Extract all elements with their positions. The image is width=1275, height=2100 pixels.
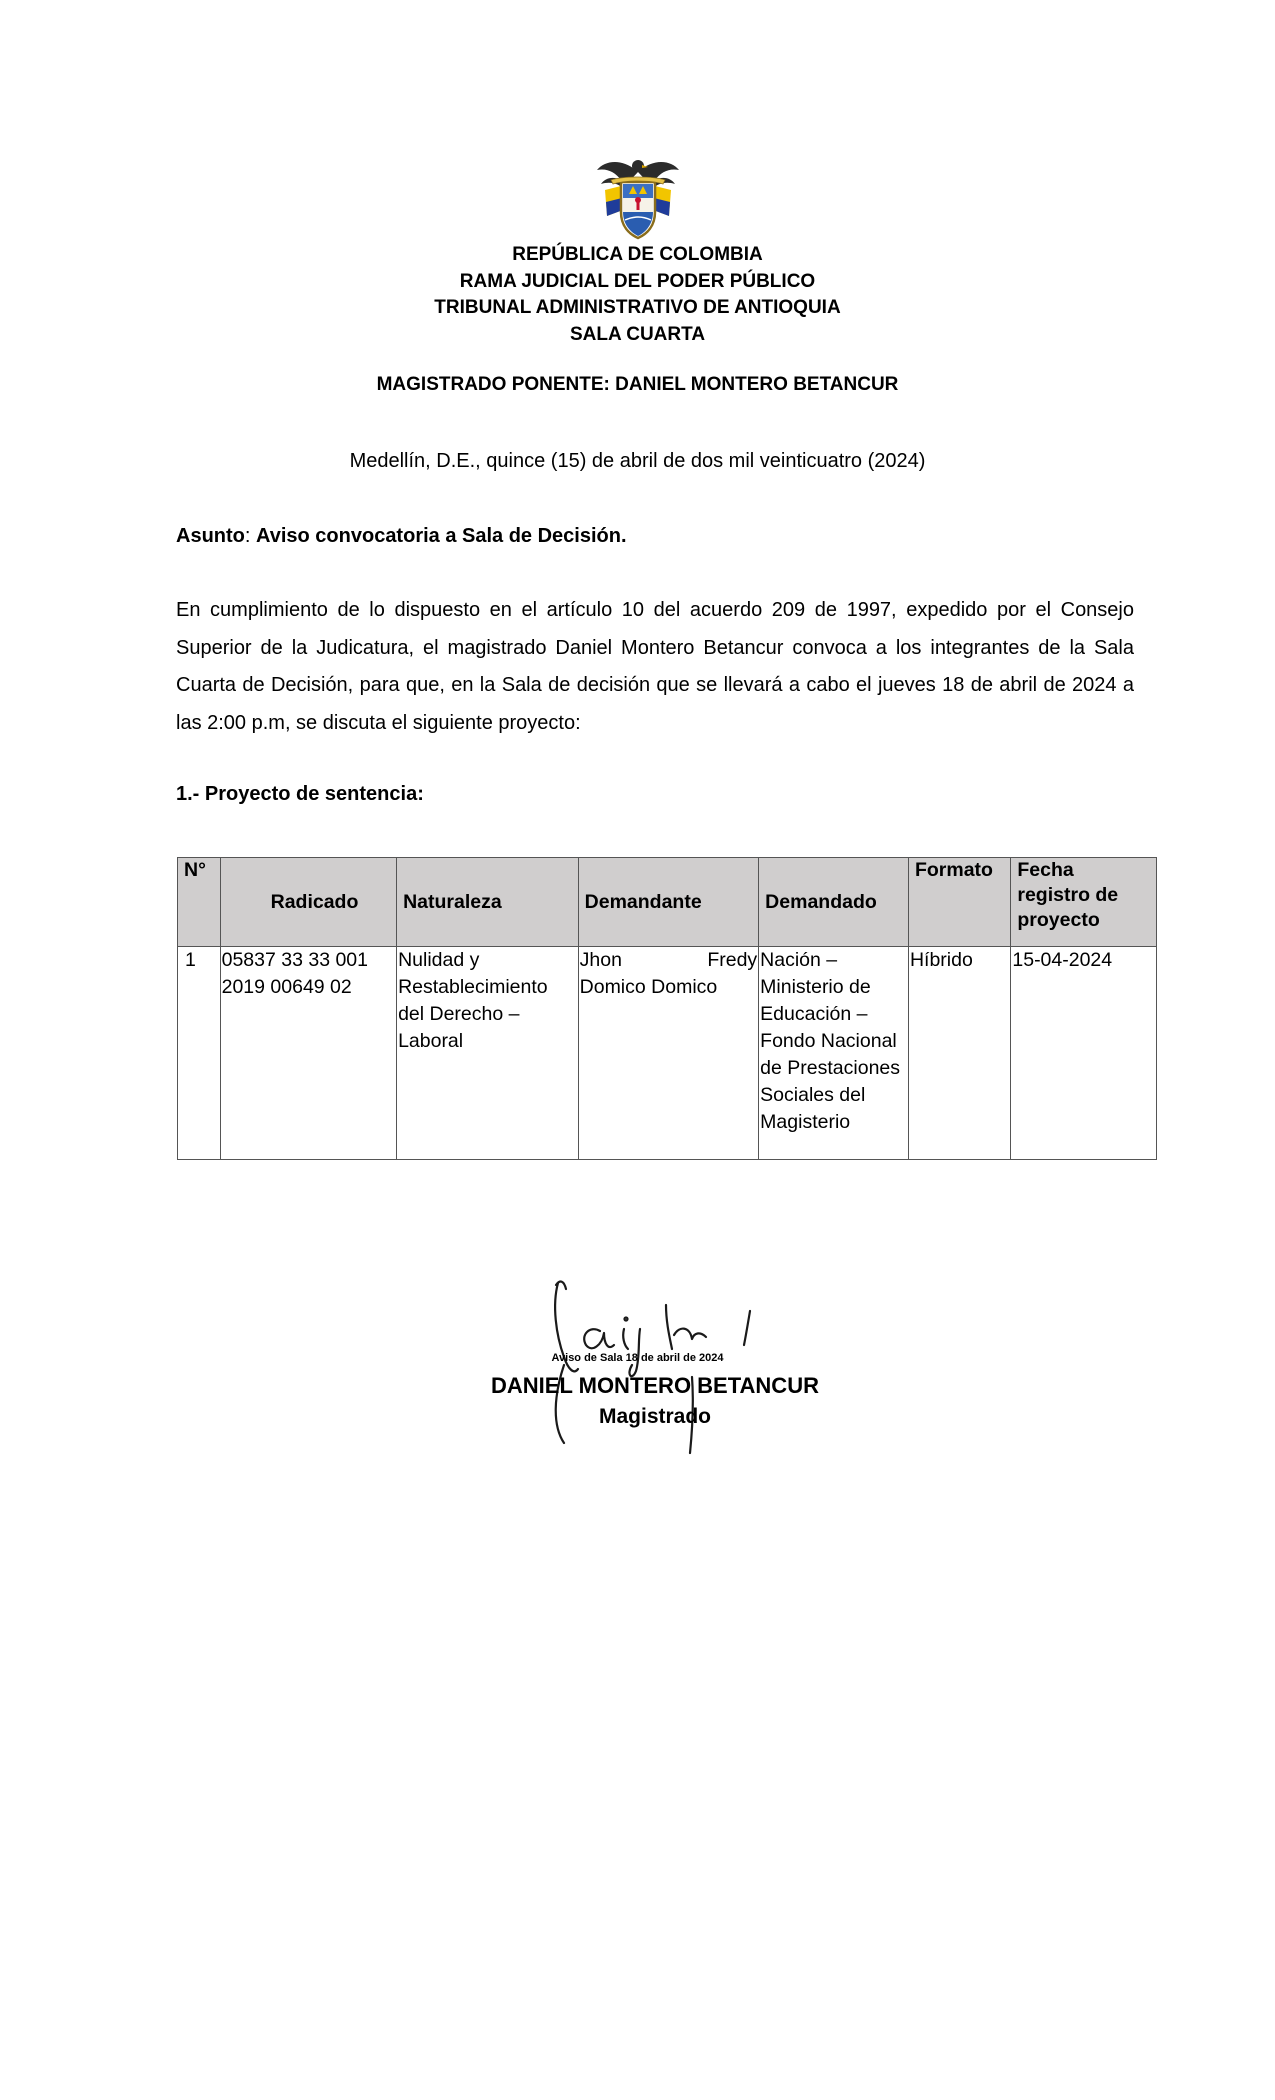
header-tribunal: TRIBUNAL ADMINISTRATIVO DE ANTIOQUIA (434, 297, 841, 318)
subject-text: Aviso convocatoria a Sala de Decisión. (256, 525, 627, 547)
cell-demandado: Nación – Ministerio de Educación – Fondo Nacional de Prestaciones Sociales del Magisterio (759, 947, 909, 1160)
header-naturaleza: Naturaleza (397, 858, 579, 947)
signer-role: Magistrado (598, 1405, 711, 1428)
section-title: 1.- Proyecto de sentencia: (176, 783, 424, 805)
cell-no (178, 947, 221, 1160)
radicado-line1: 05837 33 33 001 (221, 949, 369, 971)
demandante-line1 (580, 947, 758, 974)
cell-formato: Híbrido (908, 947, 1010, 1160)
cell-fecha: 15-04-2024 (1011, 947, 1157, 1160)
table-header-row (178, 858, 1157, 947)
header-chamber: SALA CUARTA (569, 323, 706, 345)
header-country: REPÚBLICA DE COLOMBIA (512, 244, 763, 265)
header-demandante: Demandante (578, 858, 759, 947)
body-paragraph: En cumplimiento de lo dispuesto en el artículo 10 del acuerdo 209 de 1997, expedido por el Consejo Superior de la Judicatura, el magistrado Daniel Montero Betancur convoca a los integrantes de la Sala Cuarta de Decisión, para que, en la Sala de decisión que se llevará a cabo el jueves 18 de abril de 2024 a las 2:00 p.m, se discuta el siguiente proyecto: (176, 599, 1134, 734)
subject-label: Asunto (176, 525, 245, 547)
header-radicado (220, 858, 396, 947)
cell-radicado (220, 947, 396, 1160)
colombia-coat-of-arms-icon (593, 150, 683, 242)
subject-line (176, 525, 627, 548)
header-radicado-label: Radicado (270, 890, 359, 913)
header-formato: Formato (908, 858, 1010, 947)
demandante-surnames: Domico Domico (579, 976, 718, 998)
date-line: Medellín, D.E., quince (15) de abril de dos mil veinticuatro (2024) (349, 450, 926, 472)
signature-stamp: Aviso de Sala 18 de abril de 2024 (551, 1352, 724, 1364)
signer-name: DANIEL MONTERO BETANCUR (491, 1373, 819, 1398)
cell-demandante (578, 947, 759, 1160)
institution-header (0, 242, 1275, 348)
header-fecha: Fecha registro de proyecto (1011, 858, 1157, 947)
radicado-line2: 2019 00649 02 (221, 976, 352, 998)
cell-no-value: 1 (185, 949, 196, 971)
demandante-first-name: Jhon (579, 949, 622, 971)
table-row (178, 947, 1157, 1160)
header-no: N° (178, 858, 221, 947)
magistrate-ponente: MAGISTRADO PONENTE: DANIEL MONTERO BETANCUR (376, 374, 899, 395)
cell-naturaleza: Nulidad y Restablecimiento del Derecho – Laboral (397, 947, 579, 1160)
handwritten-signature-icon (530, 1265, 800, 1465)
header-demandado: Demandado (759, 858, 909, 947)
project-table (177, 857, 1157, 1160)
demandante-second-name: Fredy (707, 949, 758, 971)
subject-separator: : (244, 525, 257, 547)
header-branch: RAMA JUDICIAL DEL PODER PÚBLICO (459, 270, 816, 292)
